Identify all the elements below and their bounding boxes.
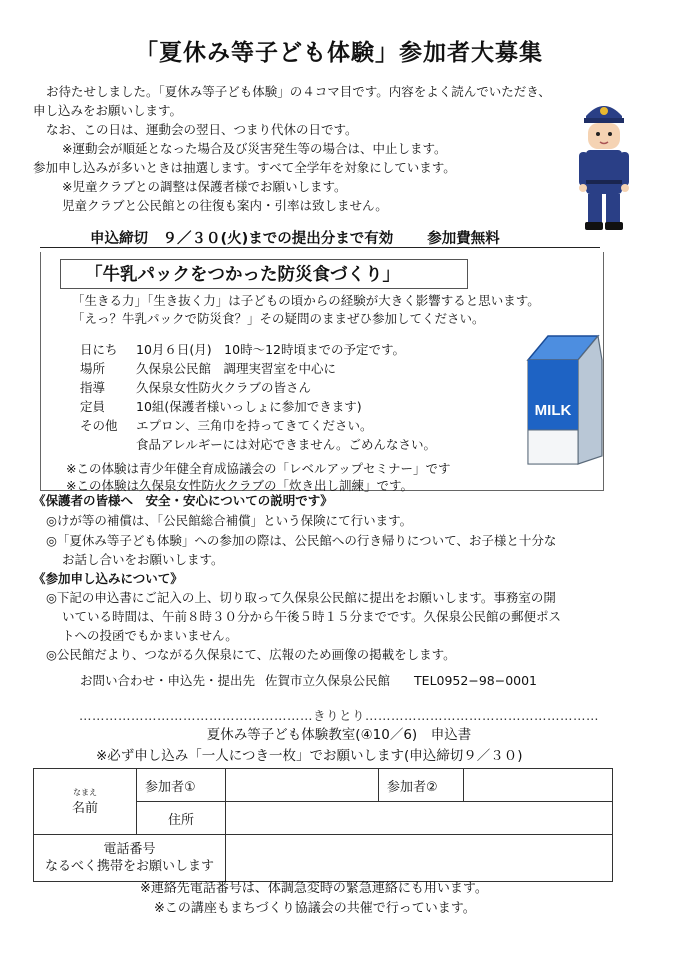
detail-value: エプロン、三角巾を持ってきてください。 — [136, 418, 373, 433]
contact-org: 佐賀市立久保泉公民館 — [265, 673, 391, 688]
intro-line: ※児童クラブとの調整は保護者様でお願いします。 — [62, 179, 347, 194]
contact-row — [80, 671, 537, 690]
apply-line: ◎下記の申込書にご記入の上、切り取って久保泉公民館に提出をお願いします。事務室の開 — [46, 590, 556, 605]
detail-value: 久保泉女性防火クラブの皆さん — [136, 380, 312, 395]
detail-row — [80, 378, 311, 397]
participant1-input[interactable] — [226, 769, 379, 802]
deadline-row — [90, 227, 500, 248]
deadline-underline — [40, 247, 600, 248]
contact-tel: TEL0952−98−0001 — [414, 673, 538, 688]
deadline-text: 申込締切 ９／３０(火)までの提出分まで有効 — [90, 231, 394, 247]
intro-line: お待たせしました。「夏休み等子ども体験」の４コマ目です。内容をよく読んでいただき、 — [46, 84, 551, 99]
participant2-input[interactable] — [464, 769, 613, 802]
apply-line: トへの投函でもかまいません。 — [62, 628, 238, 643]
page-title: 「夏休み等子ども体験」参加者大募集 — [135, 40, 543, 66]
event-title: 「牛乳パックをつかった防災食づくり」 — [60, 259, 468, 289]
detail-value: 久保泉公民館 調理実習室を中心に — [136, 361, 337, 376]
detail-label: 定員 — [80, 399, 106, 414]
participant2-label: 参加者② — [379, 769, 464, 802]
phone-cell — [34, 835, 226, 882]
safety-line: お話し合いをお願いします。 — [62, 552, 224, 567]
footer-note: ※連絡先電話番号は、体調急変時の緊急連絡にも用います。 — [140, 881, 488, 896]
event-lead: 「生きる力」「生き抜く力」は子どもの頃からの経験が大きく影響すると思います。 — [72, 293, 540, 308]
phone-input[interactable] — [226, 835, 613, 882]
intro-line: 児童クラブと公民館との往復も案内・引率は致しません。 — [62, 198, 388, 213]
intro-line: なお、この日は、運動会の翌日、つまり代休の日です。 — [46, 122, 358, 137]
detail-label: その他 — [80, 418, 118, 433]
intro-line: ※運動会が順延となった場合及び災害発生等の場合は、中止します。 — [62, 141, 447, 156]
footer-note: ※この講座もまちづくり協議会の共催で行っています。 — [154, 901, 476, 916]
apply-line: ◎公民館だより、つながる久保泉にて、広報のため画像の掲載をします。 — [46, 647, 456, 662]
cut-line: ………………………………………………きりとり……………………………………………… — [78, 708, 599, 723]
intro-line: 参加申し込みが多いときは抽選します。すべて全学年を対象にしています。 — [33, 160, 456, 175]
detail-row — [80, 340, 405, 359]
name-ruby: なまえ — [73, 787, 97, 797]
detail-label: 指導 — [80, 380, 106, 395]
detail-label: 場所 — [80, 361, 106, 376]
safety-line: ◎「夏休み等子ども体験」への参加の際は、公民館への行き帰りについて、お子様と十分な — [46, 533, 557, 548]
detail-label: 日にち — [80, 342, 118, 357]
phone-label: 電話番号 — [103, 842, 156, 857]
detail-value: 食品アレルギーには対応できません。ごめんなさい。 — [136, 437, 436, 452]
firefighter-illustration — [572, 96, 636, 232]
detail-row — [80, 397, 362, 416]
intro-line: 申し込みをお願いします。 — [33, 103, 183, 118]
event-lead: 「えっ？牛乳パックで防災食？」その疑問のままぜひ参加してください。 — [72, 311, 485, 326]
milk-carton-illustration — [518, 330, 608, 470]
detail-value: 10月６日(月) 10時～12時頃までの予定です。 — [136, 342, 405, 357]
name-cell — [34, 769, 137, 835]
contact-label: お問い合わせ・申込先・提出先 — [80, 673, 256, 688]
event-note: ※この体験は青少年健全育成協議会の「レベルアップセミナー」です — [66, 461, 451, 476]
address-label: 住所 — [137, 802, 226, 835]
phone-hint: なるべく携帯をお願いします — [44, 859, 214, 874]
event-note: ※この体験は久保泉女性防火クラブの「炊き出し訓練」です。 — [66, 478, 413, 493]
safety-heading: 《保護者の皆様へ 安全・安心についての説明です》 — [33, 493, 333, 508]
form-note: ※必ず申し込み「一人につき一枚」でお願いします(申込締切９／３０) — [96, 748, 523, 764]
name-label: 名前 — [71, 800, 98, 816]
detail-row — [80, 416, 373, 435]
application-form — [33, 768, 613, 882]
apply-line: いている時間は、午前８時３０分から午後５時１５分までです。久保泉公民館の郵便ポス — [62, 609, 562, 624]
safety-line: ◎けが等の補償は、「公民館総合補償」という保険にて行います。 — [46, 513, 413, 528]
apply-heading: 《参加申し込みについて》 — [33, 571, 183, 586]
milk-label: MILK — [534, 402, 572, 419]
form-title: 夏休み等子ども体験教室(④10／6) 申込書 — [206, 727, 472, 743]
fee-text: 参加費無料 — [427, 231, 500, 247]
participant1-label: 参加者① — [137, 769, 226, 802]
address-input[interactable] — [226, 802, 613, 835]
detail-value: 10組(保護者様いっしょに参加できます) — [136, 399, 362, 414]
detail-row — [80, 435, 436, 454]
detail-row — [80, 359, 336, 378]
